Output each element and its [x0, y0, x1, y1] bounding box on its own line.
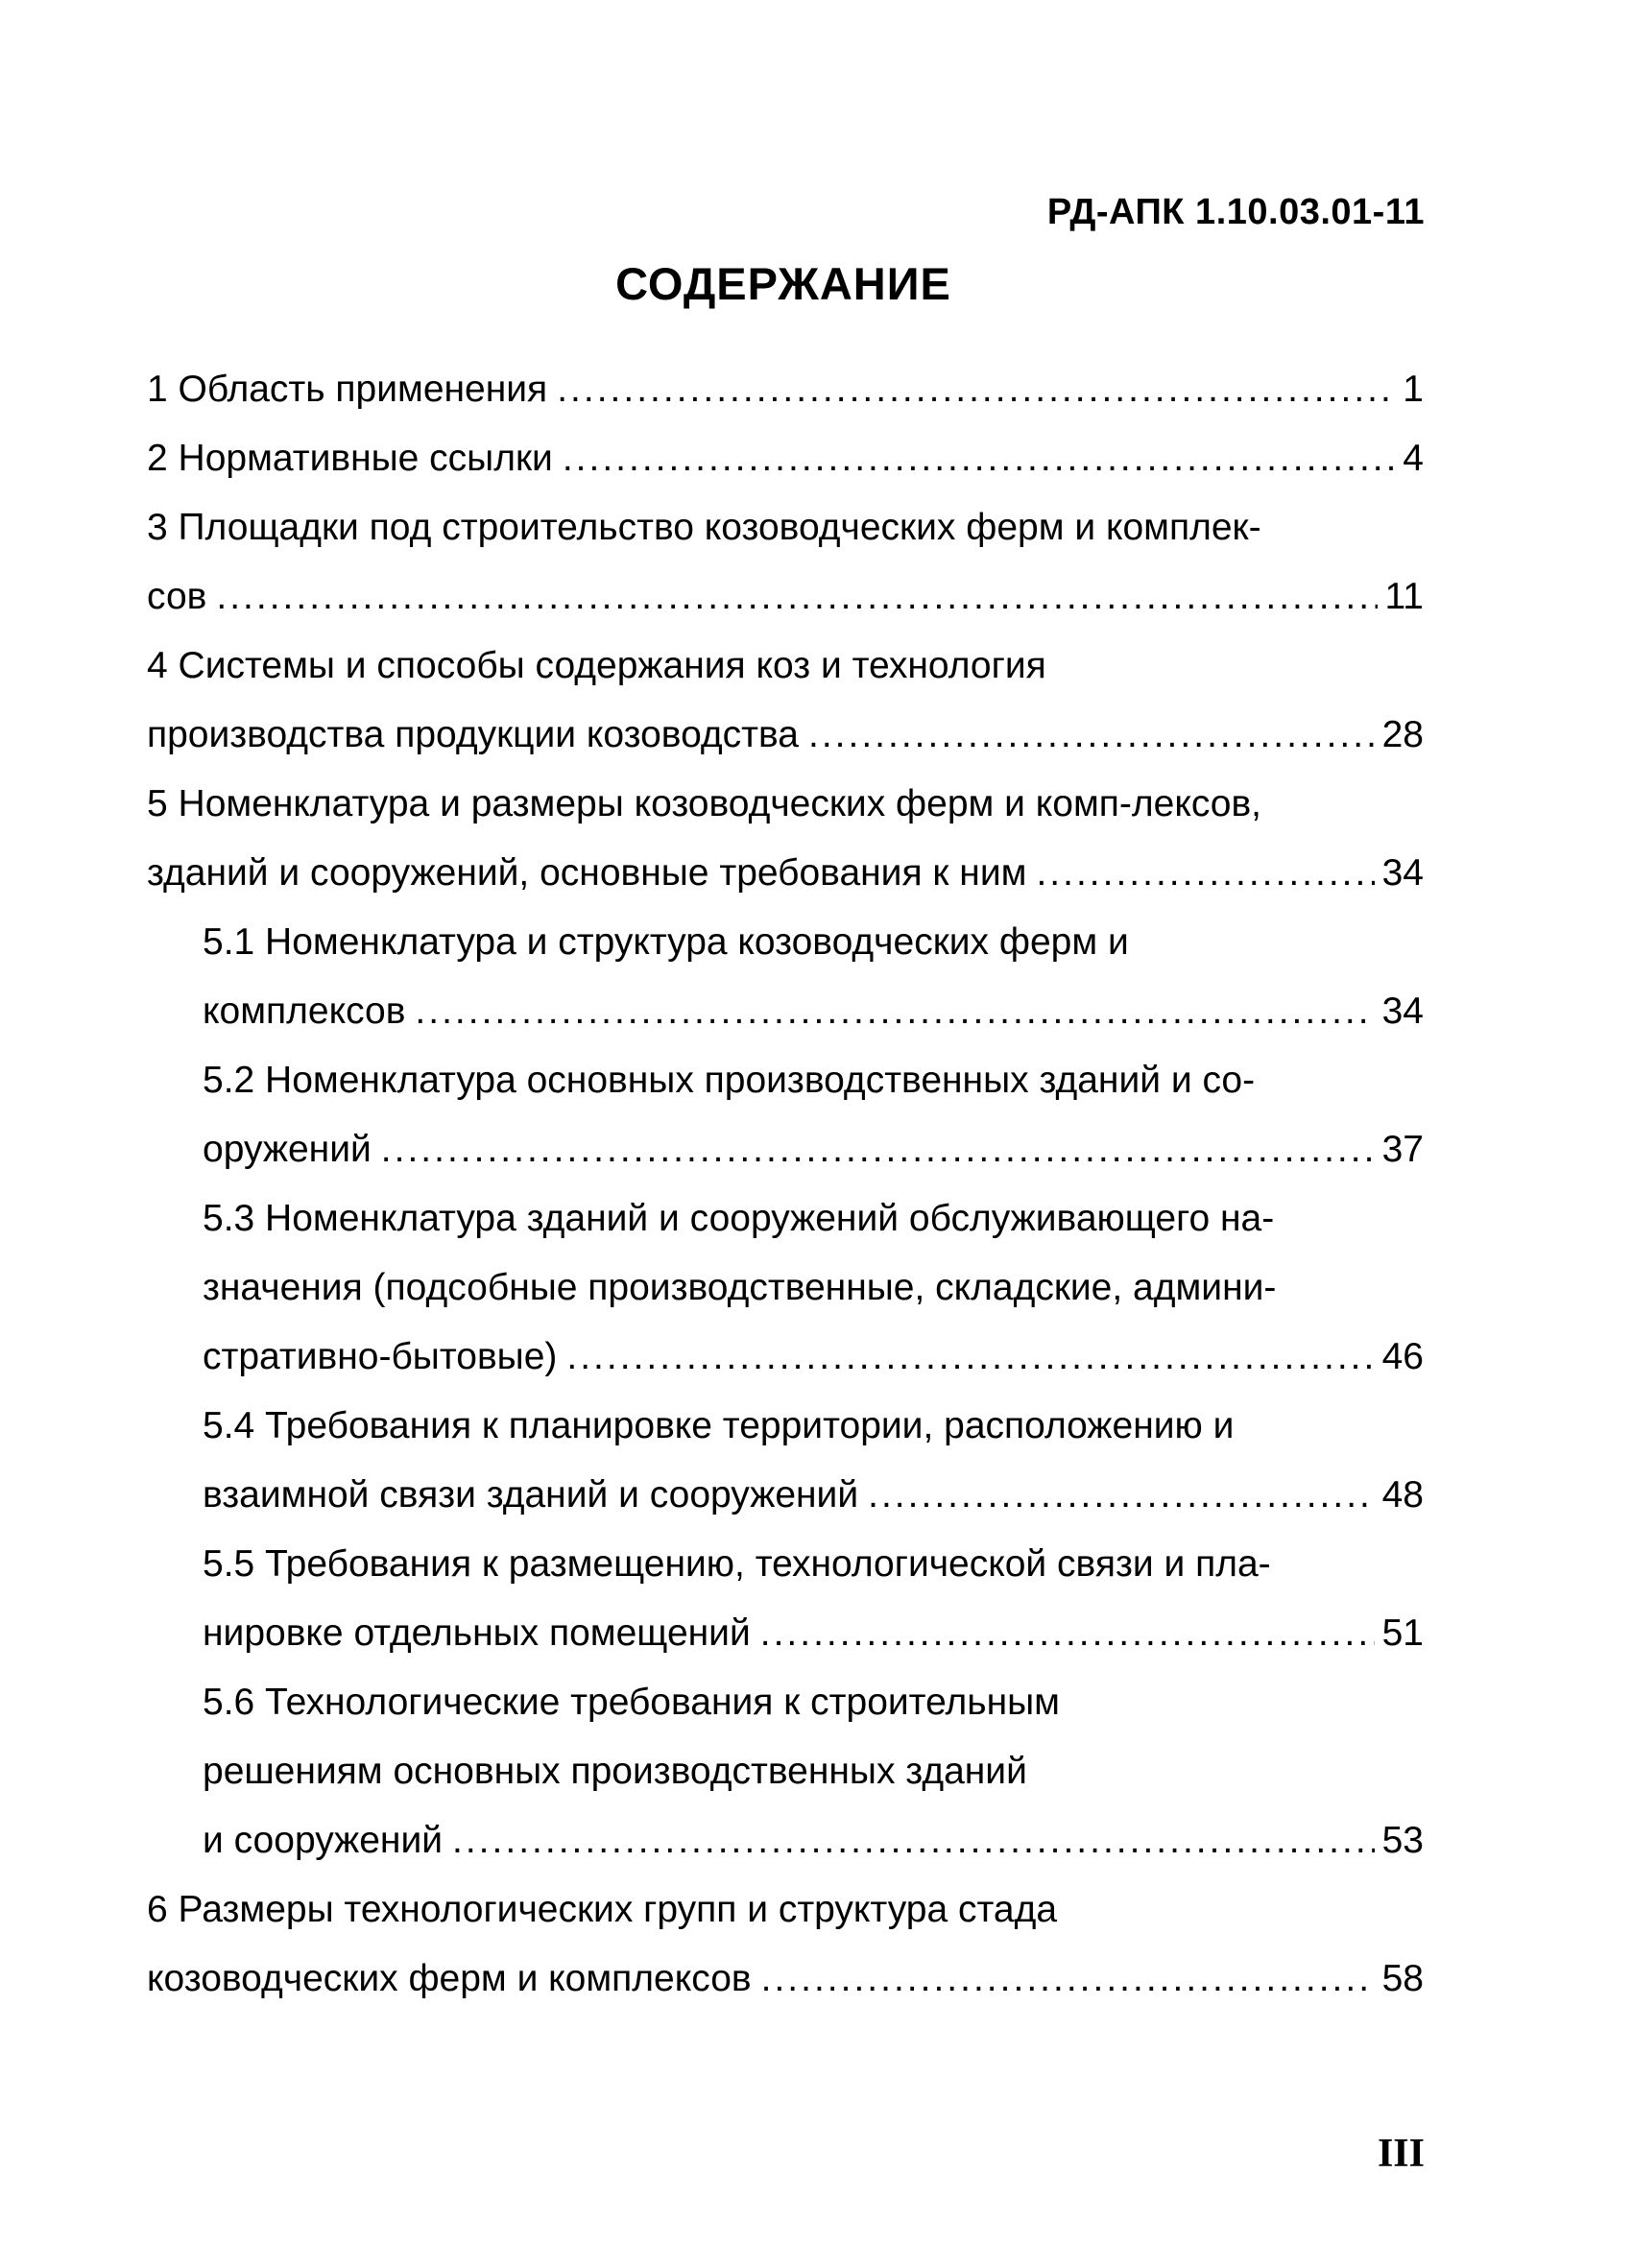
- toc-entry-last-line: [203, 1115, 1424, 1184]
- toc-entry-last-line: [203, 1461, 1424, 1530]
- toc-page-number: 48: [1381, 1474, 1424, 1516]
- toc-entry-text: значения (подсобные производственные, складские, админи-: [203, 1267, 1277, 1308]
- toc-entry-text: 4 Системы и способы содержания коз и технология: [147, 645, 1046, 686]
- dot-leader: [761, 1945, 1375, 2014]
- toc-entry[interactable]: [147, 770, 1424, 908]
- toc-entry-last-line: [147, 701, 1424, 770]
- toc-entry[interactable]: [147, 1530, 1424, 1668]
- dot-leader: [381, 1115, 1375, 1184]
- toc-entry-text: 1 Область применения: [147, 369, 548, 410]
- toc-entry-text: 2 Нормативные ссылки: [147, 438, 553, 479]
- toc-entry-text: 5.5 Требования к размещению, технологической связи и пла-: [203, 1543, 1271, 1585]
- dot-leader: [868, 1461, 1374, 1530]
- toc-entry-text: нировке отдельных помещений: [203, 1612, 751, 1654]
- toc-entry-last-line: [147, 424, 1424, 493]
- toc-entry-text: и сооружений: [203, 1820, 444, 1861]
- toc-entry-last-line: [147, 355, 1424, 424]
- toc-entry[interactable]: [147, 493, 1424, 632]
- toc-entry[interactable]: [147, 355, 1424, 424]
- dot-leader: [452, 1806, 1375, 1875]
- toc-page-number: 51: [1381, 1612, 1424, 1654]
- toc-entry-last-line: [203, 1323, 1424, 1392]
- table-of-contents: [147, 355, 1424, 2014]
- toc-entry-text: стративно-бытовые): [203, 1336, 558, 1377]
- dot-leader: [216, 562, 1377, 632]
- toc-page-number: 28: [1381, 714, 1424, 755]
- toc-entry-text: 3 Площадки под строительство козоводческих ферм и комплек-: [147, 507, 1261, 548]
- toc-page-number: 34: [1381, 991, 1424, 1032]
- dot-leader: [415, 977, 1374, 1046]
- toc-entry-text: оружений: [203, 1129, 372, 1170]
- toc-page-number: 34: [1381, 852, 1424, 894]
- toc-entry[interactable]: [147, 632, 1424, 770]
- toc-entry[interactable]: [147, 1046, 1424, 1184]
- document-code: РД-АПК 1.10.03.01-11: [1046, 192, 1425, 232]
- dot-leader: [1036, 839, 1374, 908]
- toc-page-number: 37: [1381, 1129, 1424, 1170]
- toc-entry[interactable]: [147, 908, 1424, 1046]
- toc-entry[interactable]: [147, 1184, 1424, 1392]
- toc-entry-last-line: [203, 1806, 1424, 1875]
- toc-page-number: 11: [1384, 576, 1424, 617]
- toc-entry-last-line: [147, 839, 1424, 908]
- dot-leader: [557, 355, 1395, 424]
- toc-entry-text: зданий и сооружений, основные требования к ним: [147, 852, 1027, 894]
- toc-entry-text: сов: [147, 576, 207, 617]
- toc-entry-last-line: [147, 1945, 1424, 2014]
- dot-leader: [808, 701, 1375, 770]
- dot-leader: [563, 424, 1395, 493]
- toc-entry-text: 6 Размеры технологических групп и структура стада: [147, 1889, 1058, 1930]
- toc-entry-text: 5.2 Номенклатура основных производственных зданий и со-: [203, 1060, 1256, 1101]
- toc-entry-text: 5.1 Номенклатура и структура козоводческих ферм и: [203, 921, 1129, 963]
- toc-page-number: 53: [1381, 1820, 1424, 1861]
- toc-entry[interactable]: [147, 1668, 1424, 1875]
- toc-page-number: 4: [1403, 438, 1424, 479]
- toc-entry[interactable]: [147, 424, 1424, 493]
- toc-entry-text: козоводческих ферм и комплексов: [147, 1958, 752, 1999]
- dot-leader: [760, 1599, 1375, 1668]
- toc-entry-text: решениям основных производственных зданий: [203, 1751, 1027, 1792]
- toc-entry[interactable]: [147, 1875, 1424, 2014]
- toc-entry-last-line: [203, 1599, 1424, 1668]
- toc-entry-last-line: [203, 977, 1424, 1046]
- toc-entry-text: производства продукции козоводства: [147, 714, 799, 755]
- toc-entry-text: 5.4 Требования к планировке территории, расположению и: [203, 1405, 1235, 1446]
- toc-entry-text: 5.3 Номенклатура зданий и сооружений обслуживающего на-: [203, 1198, 1275, 1239]
- toc-page-number: 58: [1381, 1958, 1424, 1999]
- toc-entry-text: 5 Номенклатура и размеры козоводческих ферм и комп-лексов,: [147, 783, 1262, 824]
- page-number: III: [1377, 2132, 1425, 2176]
- toc-entry-text: взаимной связи зданий и сооружений: [203, 1474, 859, 1516]
- page-title: СОДЕРЖАНИЕ: [615, 258, 951, 309]
- toc-page-number: 1: [1403, 369, 1424, 410]
- toc-page-number: 46: [1381, 1336, 1424, 1377]
- toc-entry-last-line: [147, 562, 1424, 632]
- toc-entry-text: комплексов: [203, 991, 406, 1032]
- toc-entry-text: 5.6 Технологические требования к строительным: [203, 1682, 1060, 1723]
- toc-entry[interactable]: [147, 1392, 1424, 1530]
- dot-leader: [566, 1323, 1374, 1392]
